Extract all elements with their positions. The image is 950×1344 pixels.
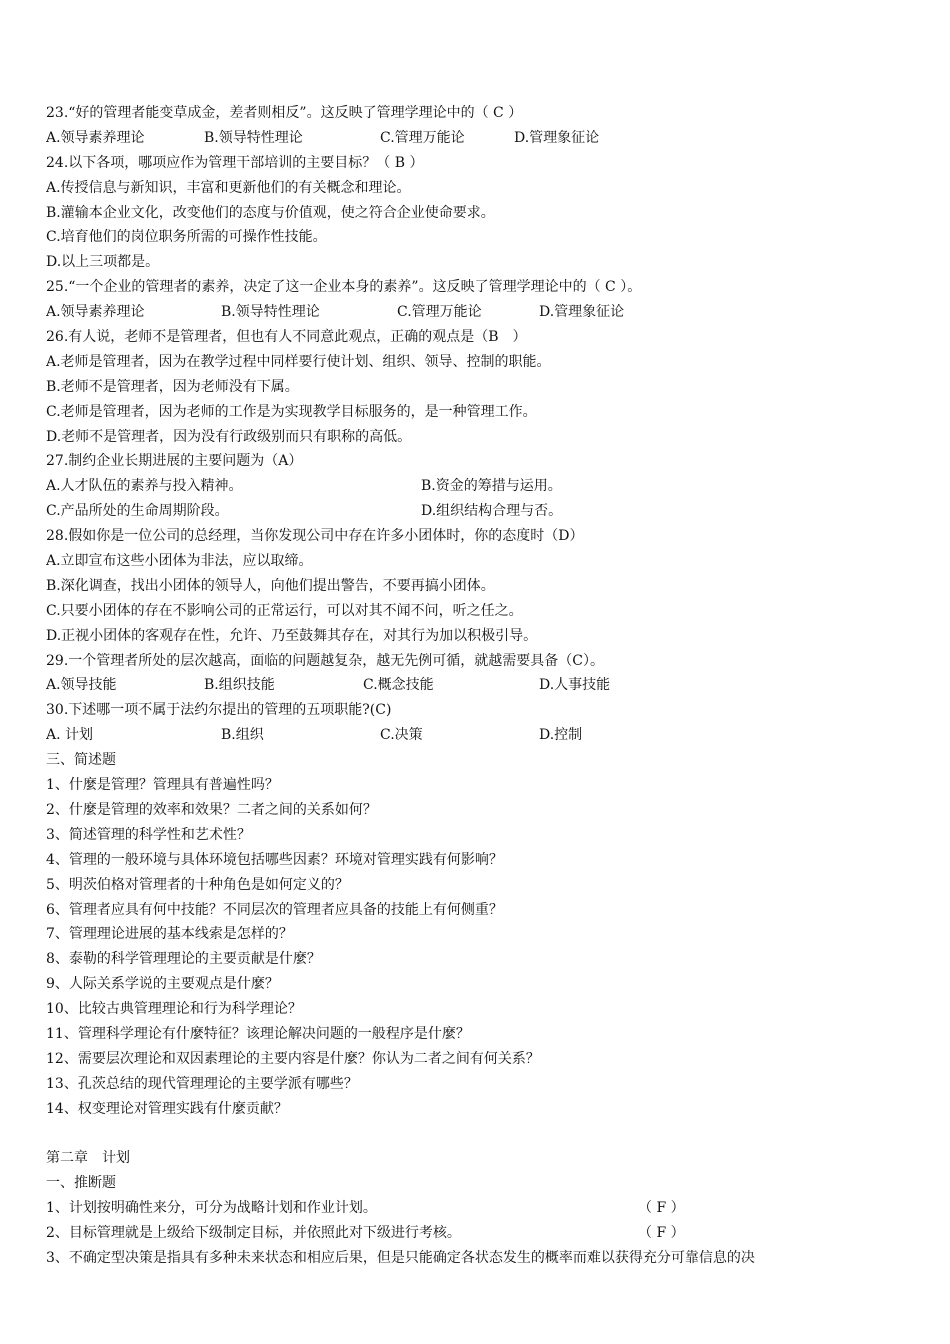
option-d: D.以上三项都是。 [46,254,160,271]
true-false-statement: 2、目标管理就是上级给下级制定目标，并依照此对下级进行考核。 [46,1225,461,1242]
option-d: D.老师不是管理者，因为没有行政级别而只有职称的高低。 [46,428,412,445]
option-a: A.传授信息与新知识，丰富和更新他们的有关概念和理论。 [46,179,411,196]
short-answer-item: 9、人际关系学说的主要观点是什麼？ [46,976,279,993]
option-c: C.培育他们的岗位职务所需的可操作性技能。 [46,229,327,246]
options-29 [46,673,916,698]
true-false-answer: （ F ） [638,1225,685,1242]
options-23 [46,126,916,151]
document-body [46,101,916,1271]
question-24: 24.以下各项，哪项应作为管理干部培训的主要目标？（ B ） [46,154,424,171]
short-answer-item: 7、管理理论进展的基本线索是怎样的？ [46,926,293,943]
short-answer-item: 11、管理科学理论有什麼特征？该理论解决问题的一般程序是什麼？ [46,1025,470,1042]
section-heading-short-answer: 三、简述题 [46,752,116,769]
spacer [46,1122,916,1147]
question-25: 25.“一个企业的管理者的素养，决定了这一企业本身的素养”。这反映了管理学理论中的（ C ）。 [46,279,642,296]
options-30 [46,723,916,748]
option-c: C.产品所处的生命周期阶段。 [46,503,229,520]
short-answer-item: 5、明茨伯格对管理者的十种角色是如何定义的？ [46,876,349,893]
option-a: A.立即宣布这些小团体为非法，应以取缔。 [46,553,313,570]
short-answer-item: 14、权变理论对管理实践有什麼贡献？ [46,1100,288,1117]
true-false-item [46,1246,916,1271]
true-false-item [46,1221,916,1246]
option-b: B.灌输本企业文化，改变他们的态度与价值观，使之符合企业使命要求。 [46,204,495,221]
option-c: C.概念技能 [363,677,434,694]
option-a: A.领导技能 [46,677,117,694]
question-26: 26.有人说，老师不是管理者，但也有人不同意此观点，正确的观点是（B ） [46,329,527,346]
short-answer-item: 3、简述管理的科学性和艺术性？ [46,826,251,843]
true-false-item [46,1196,916,1221]
option-b: B.组织 [221,727,264,744]
option-a: A.领导素养理论 [46,304,145,321]
short-answer-item: 1、什麼是管理？管理具有普遍性吗？ [46,777,279,794]
section-heading-true-false: 一、推断题 [46,1175,116,1192]
option-b: B.组织技能 [204,677,275,694]
option-d: D.控制 [539,727,583,744]
option-c: C.管理万能论 [397,304,482,321]
true-false-statement: 1、计划按明确性来分，可分为战略计划和作业计划。 [46,1200,377,1217]
option-a: A.老师是管理者，因为在教学过程中同样要行使计划、组织、领导、控制的职能。 [46,353,551,370]
option-d: D.正视小团体的客观存在性，允许、乃至鼓舞其存在，对其行为加以积极引导。 [46,627,538,644]
option-a: A.领导素养理论 [46,129,145,146]
option-c: C.管理万能论 [380,129,465,146]
short-answer-item: 12、需要层次理论和双因素理论的主要内容是什麼？你认为二者之间有何关系？ [46,1050,540,1067]
options-27-row1 [46,474,916,499]
question-23: 23.“好的管理者能变草成金，差者则相反”。这反映了管理学理论中的（ C ） [46,105,523,121]
short-answer-item: 13、孔茨总结的现代管理理论的主要学派有哪些？ [46,1075,358,1092]
option-b: B.深化调查，找出小团体的领导人，向他们提出警告，不要再搞小团体。 [46,577,495,594]
option-b: B.领导特性理论 [221,304,320,321]
true-false-answer: （ F ） [638,1200,685,1217]
question-28: 28.假如你是一位公司的总经理，当你发现公司中存在许多小团体时，你的态度时（D） [46,528,584,545]
question-27: 27.制约企业长期进展的主要问题为（A） [46,453,303,470]
option-c: C.老师是管理者，因为老师的工作是为实现教学目标服务的，是一种管理工作。 [46,403,537,420]
chapter-title: 第二章 计划 [46,1150,130,1167]
options-25 [46,300,916,325]
option-a: A.人才队伍的素养与投入精神。 [46,478,243,495]
option-c: C.决策 [380,727,423,744]
option-b: B.领导特性理论 [204,129,303,146]
option-c: C.只要小团体的存在不影响公司的正常运行，可以对其不闻不问，听之任之。 [46,602,523,619]
short-answer-item: 8、泰勒的科学管理理论的主要贡献是什麼？ [46,951,321,968]
short-answer-item: 4、管理的一般环境与具体环境包括哪些因素？环境对管理实践有何影响？ [46,851,503,868]
option-b: B.老师不是管理者，因为老师没有下属。 [46,378,299,395]
option-a: A. 计划 [46,727,94,744]
option-d: D.管理象征论 [514,129,600,146]
option-d: D.管理象征论 [539,304,625,321]
option-b: B.资金的筹措与运用。 [421,478,562,495]
option-d: D.组织结构合理与否。 [421,503,563,520]
short-answer-item: 2、什麼是管理的效率和效果？二者之间的关系如何？ [46,801,377,818]
option-d: D.人事技能 [539,677,611,694]
options-27-row2 [46,499,916,524]
question-29: 29.一个管理者所处的层次越高，面临的问题越复杂，越无先例可循，就越需要具备（C）。 [46,652,604,669]
question-30: 30.下述哪一项不属于法约尔提出的管理的五项职能?(C) [46,702,392,719]
true-false-statement: 3、不确定型决策是指具有多种未来状态和相应后果，但是只能确定各状态发生的概率而难以获得充分可靠信息的决 [46,1249,755,1266]
short-answer-item: 10、比较古典管理理论和行为科学理论？ [46,1001,302,1018]
short-answer-item: 6、管理者应具有何中技能？不同层次的管理者应具备的技能上有何侧重？ [46,901,503,918]
